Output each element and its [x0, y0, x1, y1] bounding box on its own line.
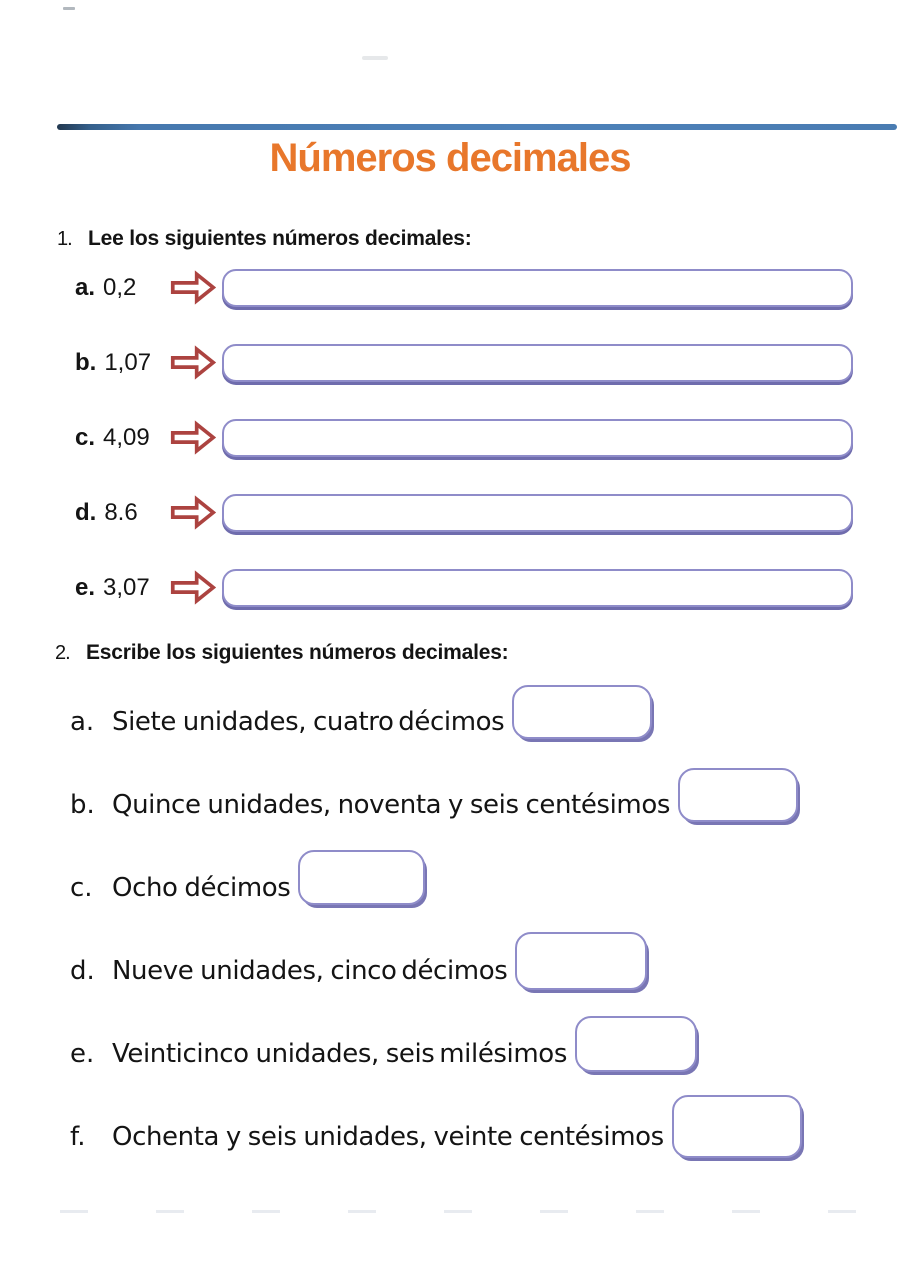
item-text: Ochenta y seis unidades, veinte centésimos — [112, 1121, 664, 1152]
item-letter: a. — [70, 706, 95, 737]
answer-input[interactable] — [222, 419, 853, 457]
item-label — [75, 349, 170, 377]
read-item-a — [75, 250, 853, 325]
read-item-d — [75, 475, 853, 550]
answer-input[interactable] — [672, 1095, 802, 1158]
answer-input[interactable] — [512, 685, 652, 739]
section1-header — [57, 227, 472, 251]
item-label — [75, 274, 170, 302]
bottom-divider — [60, 1210, 880, 1213]
write-decimals-list — [70, 680, 860, 1178]
section1-heading: Lee los siguientes números decimales: — [88, 227, 472, 250]
item-number: 3,07 — [103, 573, 150, 601]
write-item-c — [70, 846, 860, 929]
scan-artifact — [63, 7, 75, 10]
answer-input[interactable] — [575, 1016, 697, 1072]
item-letter: c. — [70, 872, 93, 903]
right-block-arrow-icon — [170, 419, 216, 456]
item-number: 8.6 — [104, 498, 138, 526]
read-item-c — [75, 400, 853, 475]
page-title: Números decimales — [269, 136, 631, 180]
top-divider — [57, 124, 897, 130]
write-item-a — [70, 680, 860, 763]
write-item-f — [70, 1095, 860, 1178]
item-text: Quince unidades, noventa y seis centésimos — [112, 789, 670, 820]
answer-input[interactable] — [678, 768, 798, 822]
section2-number: 2. — [55, 642, 70, 664]
item-label — [75, 499, 170, 527]
right-block-arrow-icon — [170, 494, 216, 531]
answer-input[interactable] — [222, 269, 853, 307]
answer-input[interactable] — [298, 850, 425, 905]
item-number: 4,09 — [103, 423, 150, 451]
item-text: Ocho décimos — [112, 872, 291, 903]
right-block-arrow-icon — [170, 344, 216, 381]
item-text: Nueve unidades, cinco décimos — [112, 955, 508, 986]
item-letter: f. — [70, 1121, 86, 1152]
answer-input[interactable] — [222, 494, 853, 532]
item-label — [75, 424, 170, 452]
section1-number: 1. — [57, 228, 72, 250]
section2-heading: Escribe los siguientes números decimales: — [86, 641, 509, 664]
write-item-b — [70, 763, 860, 846]
item-letter: a. — [75, 273, 96, 301]
item-letter: c. — [75, 423, 96, 451]
item-letter: d. — [70, 955, 95, 986]
read-item-e — [75, 550, 853, 625]
read-item-b — [75, 325, 853, 400]
answer-input[interactable] — [222, 569, 853, 607]
item-letter: e. — [75, 573, 96, 601]
right-block-arrow-icon — [170, 569, 216, 606]
item-label — [75, 574, 170, 602]
answer-input[interactable] — [222, 344, 853, 382]
right-block-arrow-icon — [170, 269, 216, 306]
item-number: 0,2 — [103, 273, 137, 301]
scan-artifact — [362, 56, 388, 60]
section2-header — [55, 641, 508, 665]
item-letter: b. — [75, 348, 97, 376]
item-letter: e. — [70, 1038, 95, 1069]
answer-input[interactable] — [515, 932, 647, 990]
write-item-d — [70, 929, 860, 1012]
item-text: Siete unidades, cuatro décimos — [112, 706, 505, 737]
item-text: Veinticinco unidades, seis milésimos — [112, 1038, 567, 1069]
item-letter: d. — [75, 498, 97, 526]
item-letter: b. — [70, 789, 95, 820]
read-decimals-list — [75, 250, 853, 625]
write-item-e — [70, 1012, 860, 1095]
item-number: 1,07 — [104, 348, 152, 376]
